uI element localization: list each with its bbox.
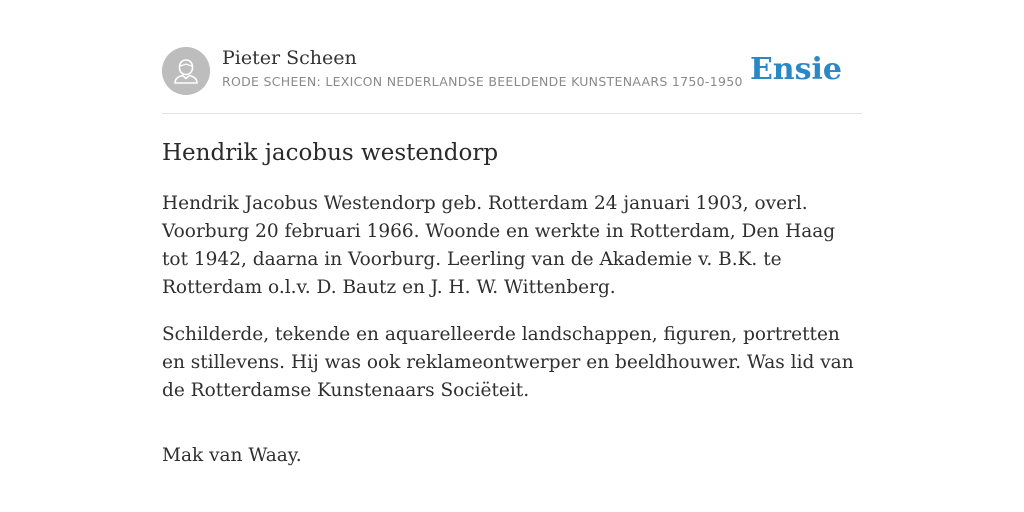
article-container [162,0,862,466]
signature: Mak van Waay. [162,445,302,466]
author-avatar[interactable] [162,47,210,95]
author-name[interactable]: Pieter Scheen [222,47,357,69]
source-title[interactable]: RODE SCHEEN: LEXICON NEDERLANDSE BEELDENDE KUNSTENAARS 1750-1950 [222,74,743,89]
article-header [162,0,862,114]
paragraph-biography: Hendrik Jacobus Westendorp geb. Rotterdam 24 januari 1903, overl. Voorburg 20 februari 1966. Woonde en werkte in Rotterdam, Den Haag tot 1942, daarna in Voorburg. Leerling van de Akademie v. B.K. te Rotterdam o.l.v. D. Bautz en J. H. W. Wittenberg. [162,193,836,298]
article-body [162,190,862,489]
ensie-logo[interactable]: Ensie [749,52,842,87]
paragraph-work: Schilderde, tekende en aquarelleerde landschappen, figuren, portretten en stillevens. Hij was ook reklameontwerper en beeldhouwer. Was lid van de Rotterdamse Kunstenaars Sociëteit. [162,324,854,401]
user-silhouette-icon [162,47,210,95]
page-title: Hendrik jacobus westendorp [162,140,499,166]
